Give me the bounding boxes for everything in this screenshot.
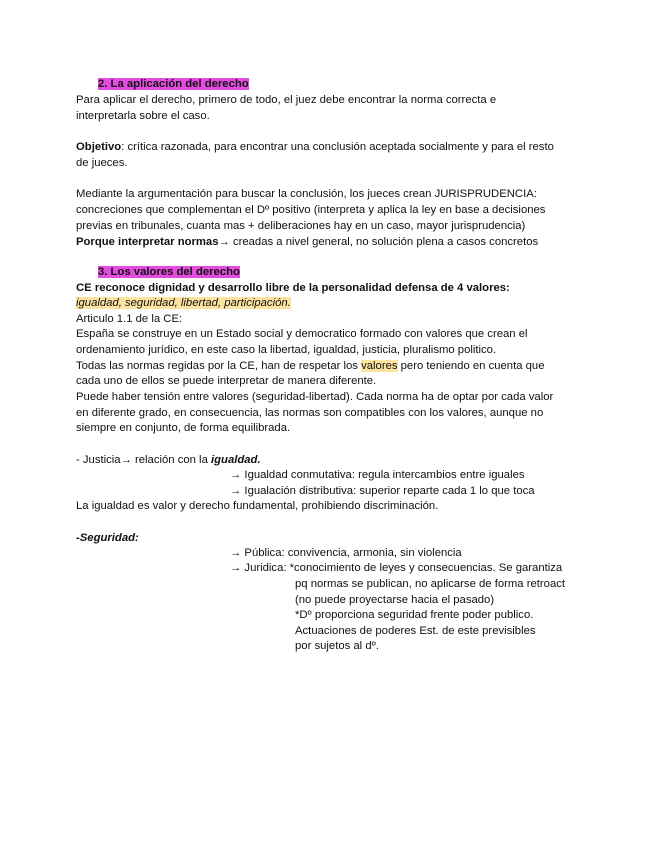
values-list: igualdad, seguridad, libertad, participación. [76, 297, 291, 309]
intro-line-1: Para aplicar el derecho, primero de todo, el juez debe encontrar la norma correcta e [76, 94, 497, 106]
valores-highlight: valores [361, 360, 398, 372]
porque-label: Porque interpretar normas [76, 236, 219, 248]
justicia-line: - Justicia→ relación con la igualdad. [76, 454, 261, 466]
tension-line-1: Puede haber tensión entre valores (seguridad-libertad). Cada norma ha de optar por cada valor [76, 391, 554, 403]
objetivo-line-1: Objetivo: crítica razonada, para encontrar una conclusión aceptada socialmente y para el resto [76, 141, 554, 153]
igualdad-conmutativa-line: → Igualdad conmutativa: regula intercambios entre iguales [230, 469, 525, 481]
articulo-line: Articulo 1.1 de la CE: [76, 313, 183, 325]
seguridad-juridica-line-3: (no puede proyectarse hacia el pasado) [295, 594, 495, 606]
intro-line-2: interpretarla sobre el caso. [76, 110, 210, 122]
espana-line-2: ordenamiento jurídico, en este caso la libertad, igualdad, justicia, pluralismo politico. [76, 344, 497, 356]
igualacion-distributiva-line: → Igualación distributiva: superior reparte cada 1 lo que toca [230, 485, 535, 497]
argumentacion-line-3: previas en tribunales, cuanta mas + deliberaciones hay en un caso, mayor jurisprudencia) [76, 220, 526, 232]
porque-line: Porque interpretar normas→ creadas a nivel general, no solución plena a casos concretos [76, 236, 539, 248]
argumentacion-line-2: concreciones que complementan el Dº positivo (interpreta y aplica la ley en base a decisiones [76, 204, 546, 216]
tension-line-2: en diferente grado, en consecuencia, las normas son compatibles con los valores, aunque no [76, 407, 544, 419]
seguridad-juridica-line-2: pq normas se publican, no aplicarse de forma retroact [295, 578, 566, 590]
normas-line-1: Todas las normas regidas por la CE, han de respetar los valores pero teniendo en cuenta que [76, 360, 545, 372]
objetivo-line-2: de jueces. [76, 157, 128, 169]
argumentacion-line-1: Mediante la argumentación para buscar la conclusión, los jueces crean JURISPRUDENCIA: [76, 188, 537, 200]
objetivo-label: Objetivo [76, 141, 122, 153]
seguridad-juridica-line-4: *Dº proporciona seguridad frente poder publico. [295, 609, 534, 621]
seguridad-juridica-line-6: por sujetos al dº. [295, 640, 379, 652]
section-3-heading: 3. Los valores del derecho [98, 266, 240, 278]
seguridad-publica-line: → Pública: convivencia, armonia, sin violencia [230, 547, 462, 559]
seguridad-juridica-line-5: Actuaciones de poderes Est. de este previsibles [295, 625, 536, 637]
seguridad-juridica-line-1: → Juridica: *conocimiento de leyes y consecuencias. Se garantiza [230, 562, 563, 574]
ce-bold-line: CE reconoce dignidad y desarrollo libre de la personalidad defensa de 4 valores: [76, 282, 510, 294]
espana-line-1: España se construye en un Estado social y democratico formado con valores que crean el [76, 328, 528, 340]
igualdad-valor-line: La igualdad es valor y derecho fundamental, prohibiendo discriminación. [76, 500, 439, 512]
section-2-heading: 2. La aplicación del derecho [98, 78, 249, 90]
normas-line-2: cada uno de ellos se puede interpretar de manera diferente. [76, 375, 377, 387]
seguridad-label: -Seguridad: [76, 532, 139, 544]
tension-line-3: siempre en conjunto, de forma equilibrada. [76, 422, 291, 434]
